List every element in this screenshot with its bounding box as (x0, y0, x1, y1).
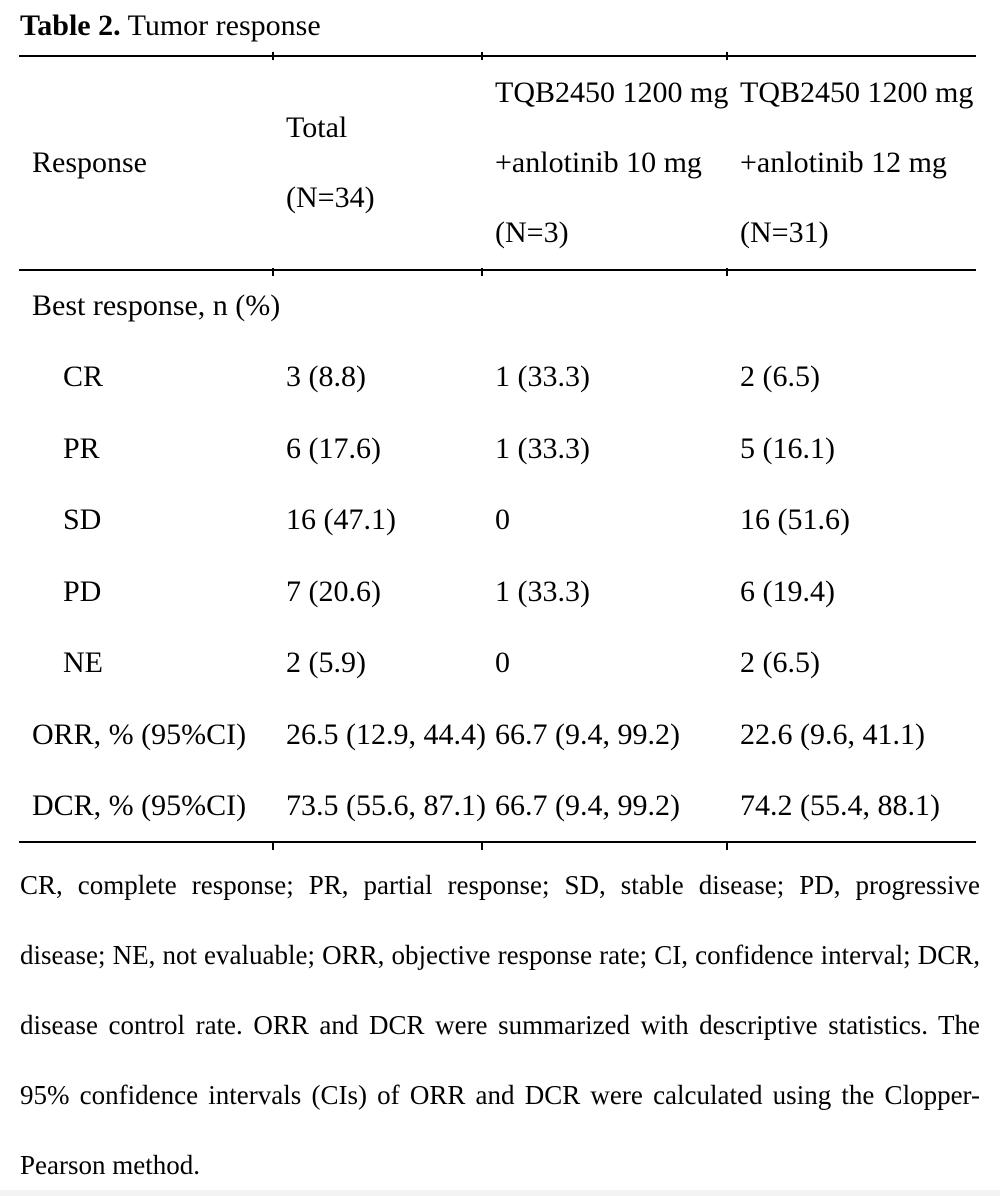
table-footnote (20, 850, 980, 1196)
column-tick (481, 842, 483, 850)
table-row (19, 485, 976, 557)
dcr-total: 73.5 (55.6, 87.1) (286, 788, 486, 822)
ne-total: 2 (5.9) (286, 646, 366, 680)
ne-arm12: 2 (6.5) (740, 646, 820, 680)
cr-arm12: 2 (6.5) (740, 360, 820, 394)
table-row (19, 628, 976, 700)
column-tick (726, 268, 728, 276)
footnote-line: 95% confidence intervals (CIs) of ORR and DCR were calculated using the Clopper- (20, 1080, 980, 1110)
table-body (19, 270, 976, 842)
table-row (19, 771, 976, 843)
table-header (19, 56, 976, 270)
sd-total: 16 (47.1) (286, 503, 396, 537)
page-bottom-edge (0, 1190, 1000, 1196)
column-tick (726, 52, 728, 60)
pd-total: 7 (20.6) (286, 574, 381, 608)
row-label-dcr: DCR, % (95%CI) (32, 788, 247, 822)
footnote-line: disease; NE, not evaluable; ORR, objective response rate; CI, confidence interval; DCR, (20, 940, 980, 970)
row-label-sd: SD (63, 503, 102, 537)
table-row (19, 342, 976, 414)
header-response: Response (32, 146, 147, 179)
cr-arm10: 1 (33.3) (495, 360, 590, 394)
header-arm-12mg: TQB2450 1200 mg +anlotinib 12 mg (N=31) (740, 76, 974, 249)
column-tick (272, 268, 274, 276)
column-tick (272, 842, 274, 850)
pd-arm12: 6 (19.4) (740, 574, 835, 608)
row-label-best-response: Best response, n (%) (32, 289, 281, 323)
row-label-pr: PR (63, 431, 100, 465)
header-arm-10mg: TQB2450 1200 mg +anlotinib 10 mg (N=3) (495, 76, 729, 249)
table-caption-text: Tumor response (127, 9, 321, 42)
pd-arm10: 1 (33.3) (495, 574, 590, 608)
sd-arm12: 16 (51.6) (740, 503, 850, 537)
row-label-cr: CR (63, 360, 104, 394)
table-caption (20, 9, 321, 43)
column-tick (272, 52, 274, 60)
dcr-arm10: 66.7 (9.4, 99.2) (495, 788, 680, 822)
pr-arm10: 1 (33.3) (495, 431, 590, 465)
sd-arm10: 0 (495, 503, 510, 537)
cr-total: 3 (8.8) (286, 360, 366, 394)
column-tick (726, 842, 728, 850)
orr-total: 26.5 (12.9, 44.4) (286, 717, 486, 751)
table-row (19, 699, 976, 771)
column-tick (481, 52, 483, 60)
ne-arm10: 0 (495, 646, 510, 680)
table-row (19, 270, 976, 342)
footnote-line: disease control rate. ORR and DCR were summarized with descriptive statistics. The (20, 1010, 980, 1040)
row-label-ne: NE (63, 646, 103, 680)
pr-total: 6 (17.6) (286, 431, 381, 465)
dcr-arm12: 74.2 (55.4, 88.1) (740, 788, 940, 822)
row-label-pd: PD (63, 574, 102, 608)
orr-arm12: 22.6 (9.6, 41.1) (740, 717, 925, 751)
orr-arm10: 66.7 (9.4, 99.2) (495, 717, 680, 751)
tumor-response-table (19, 55, 976, 843)
table-row (19, 413, 976, 485)
header-total: Total (N=34) (286, 111, 375, 214)
table-row (19, 556, 976, 628)
footnote-line: Pearson method. (20, 1150, 200, 1180)
footnote-line: CR, complete response; PR, partial response; SD, stable disease; PD, progressive (20, 870, 980, 900)
row-label-orr: ORR, % (95%CI) (32, 717, 247, 751)
table-caption-label: Table 2. (20, 9, 121, 42)
pr-arm12: 5 (16.1) (740, 431, 835, 465)
column-tick (481, 268, 483, 276)
